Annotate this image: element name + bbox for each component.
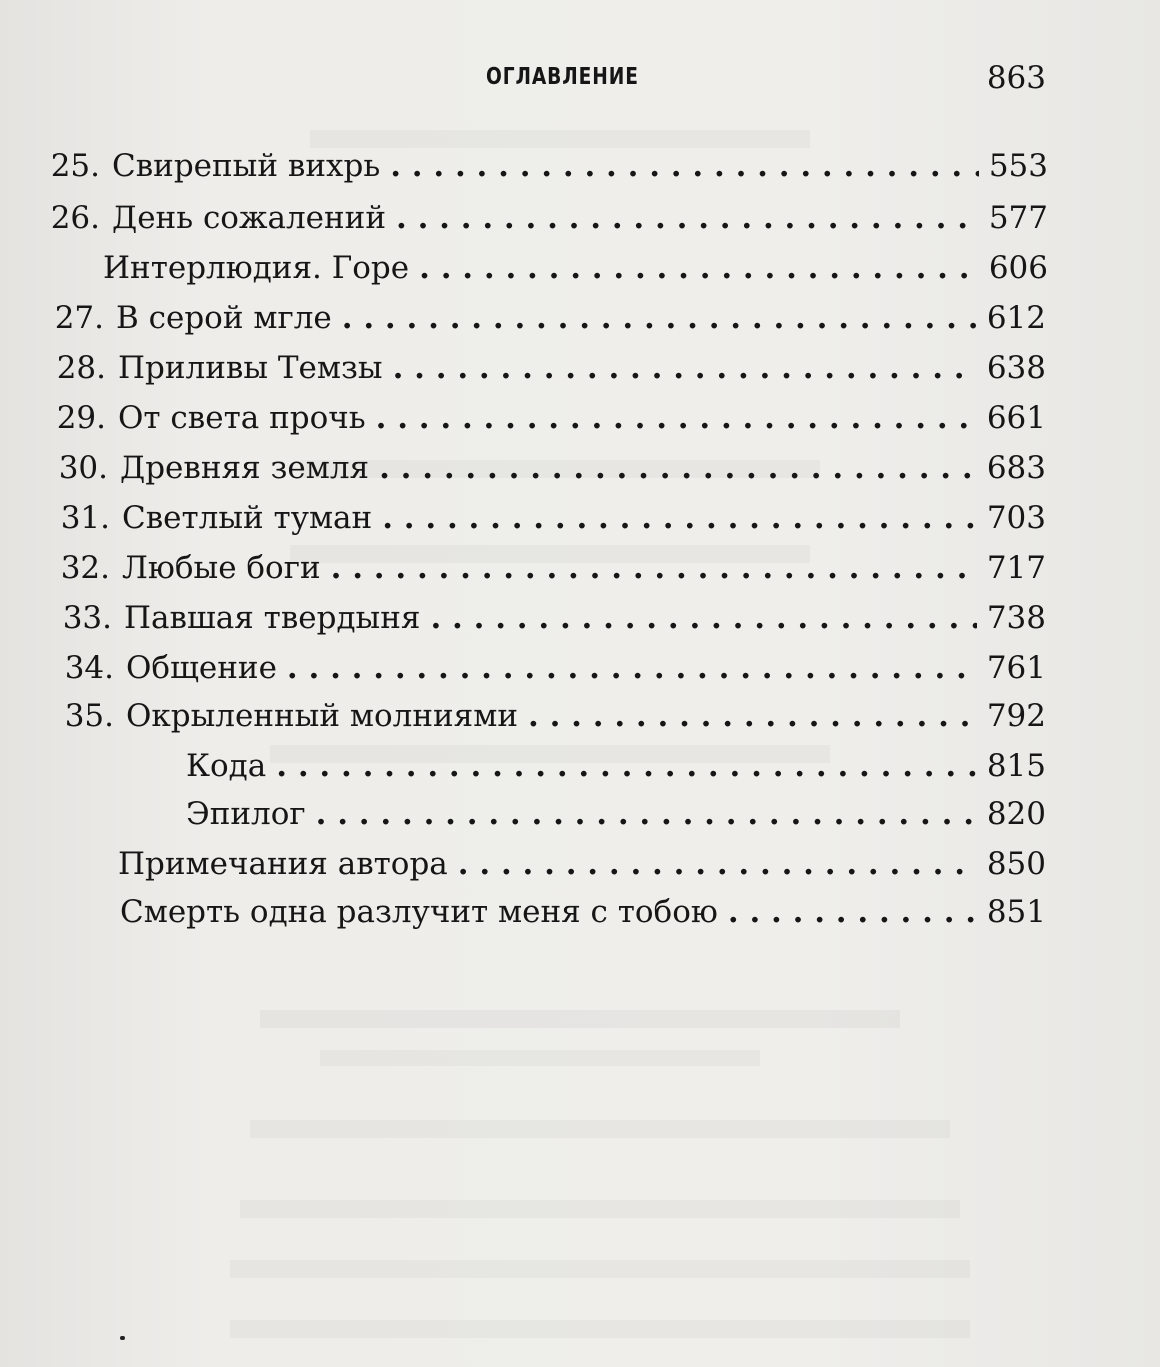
bleed-through-line — [230, 1320, 970, 1338]
toc-entry — [54, 546, 1046, 590]
toc-entry-title: Свирепый вихрь — [112, 148, 381, 184]
toc-entry-page: 820 — [986, 796, 1046, 832]
toc-entry — [44, 144, 1048, 188]
toc-entry — [52, 446, 1046, 490]
dot-leader — [396, 196, 979, 240]
ink-speck — [120, 1336, 125, 1340]
toc-entry-number: 25. — [50, 148, 100, 184]
toc-entry — [50, 396, 1046, 440]
toc-entry-page: 792 — [986, 698, 1046, 734]
toc-entry-page: 761 — [986, 650, 1046, 686]
toc-entry — [58, 646, 1046, 690]
bleed-through-line — [260, 1010, 900, 1028]
dot-leader — [528, 694, 977, 738]
dot-leader — [276, 744, 977, 788]
dot-leader — [419, 246, 979, 290]
dot-leader — [287, 646, 977, 690]
toc-entry-title: Павшая твердыня — [124, 600, 421, 636]
toc-entry — [54, 496, 1046, 540]
toc-entry-page: 815 — [986, 748, 1046, 784]
toc-entry — [48, 296, 1046, 340]
toc-entry-number: 27. — [54, 300, 104, 336]
dot-leader — [316, 792, 977, 836]
toc-entry-title: Любые боги — [122, 550, 321, 586]
toc-entry-title: Приливы Темзы — [118, 350, 383, 386]
toc-entry — [58, 694, 1046, 738]
toc-entry — [186, 792, 1046, 836]
dot-leader — [430, 596, 976, 640]
toc-entry — [56, 596, 1046, 640]
dot-leader — [393, 346, 977, 390]
toc-entry-title: Кода — [186, 748, 267, 784]
toc-entry-number: 35. — [64, 698, 114, 734]
toc-entry — [103, 246, 1048, 290]
toc-entry-title: Примечания автора — [118, 846, 448, 882]
toc-entry-number: 28. — [56, 350, 106, 386]
toc-entry-page: 851 — [986, 894, 1046, 930]
toc-entry-page: 738 — [986, 600, 1046, 636]
bleed-through-line — [320, 1050, 760, 1066]
toc-entry-title: Светлый туман — [122, 500, 373, 536]
toc-entry-number: 29. — [56, 400, 106, 436]
toc-entry-number: 30. — [58, 450, 108, 486]
toc-entry-number: 32. — [60, 550, 110, 586]
toc-entry-title: Общение — [126, 650, 277, 686]
bleed-through-line — [230, 1260, 970, 1278]
toc-entry-number: 33. — [62, 600, 112, 636]
toc-entry-title: День сожалений — [112, 200, 386, 236]
header-page-number: 863 — [986, 60, 1046, 96]
toc-entry-page: 612 — [986, 300, 1046, 336]
dot-leader — [379, 446, 977, 490]
dot-leader — [342, 296, 977, 340]
toc-entry-page: 638 — [986, 350, 1046, 386]
header-title: ОГЛАВЛЕНИЕ — [486, 64, 639, 90]
toc-entry-page: 703 — [986, 500, 1046, 536]
toc-entry-title: Древняя земля — [120, 450, 370, 486]
toc-entry-title: Эпилог — [186, 796, 306, 832]
toc-entry-page: 553 — [988, 148, 1048, 184]
dot-leader — [331, 546, 977, 590]
toc-entry — [118, 842, 1046, 886]
toc-entry-title: Интерлюдия. Горе — [103, 250, 410, 286]
toc-entry-title: От света прочь — [118, 400, 366, 436]
toc-entry — [50, 346, 1046, 390]
toc-entry-number: 26. — [50, 200, 100, 236]
toc-entry-page: 717 — [986, 550, 1046, 586]
toc-entry-page: 661 — [986, 400, 1046, 436]
toc-entry-title: В серой мгле — [116, 300, 332, 336]
dot-leader — [376, 396, 977, 440]
toc-entry-page: 683 — [986, 450, 1046, 486]
dot-leader — [390, 144, 979, 188]
toc-entry-number: 34. — [64, 650, 114, 686]
dot-leader — [458, 842, 977, 886]
dot-leader — [382, 496, 977, 540]
toc-entry-page: 850 — [986, 846, 1046, 882]
running-header — [0, 58, 1160, 102]
toc-entry-page: 606 — [988, 250, 1048, 286]
toc-entry-number: 31. — [60, 500, 110, 536]
toc-entry-title: Окрыленный молниями — [126, 698, 518, 734]
bleed-through-line — [240, 1200, 960, 1218]
dot-leader — [728, 890, 977, 934]
bleed-through-line — [250, 1120, 950, 1138]
toc-entry — [120, 890, 1046, 934]
toc-entry-page: 577 — [988, 200, 1048, 236]
toc-entry — [44, 196, 1048, 240]
toc-entry — [186, 744, 1046, 788]
toc-entry-title: Смерть одна разлучит меня с тобою — [120, 894, 718, 930]
